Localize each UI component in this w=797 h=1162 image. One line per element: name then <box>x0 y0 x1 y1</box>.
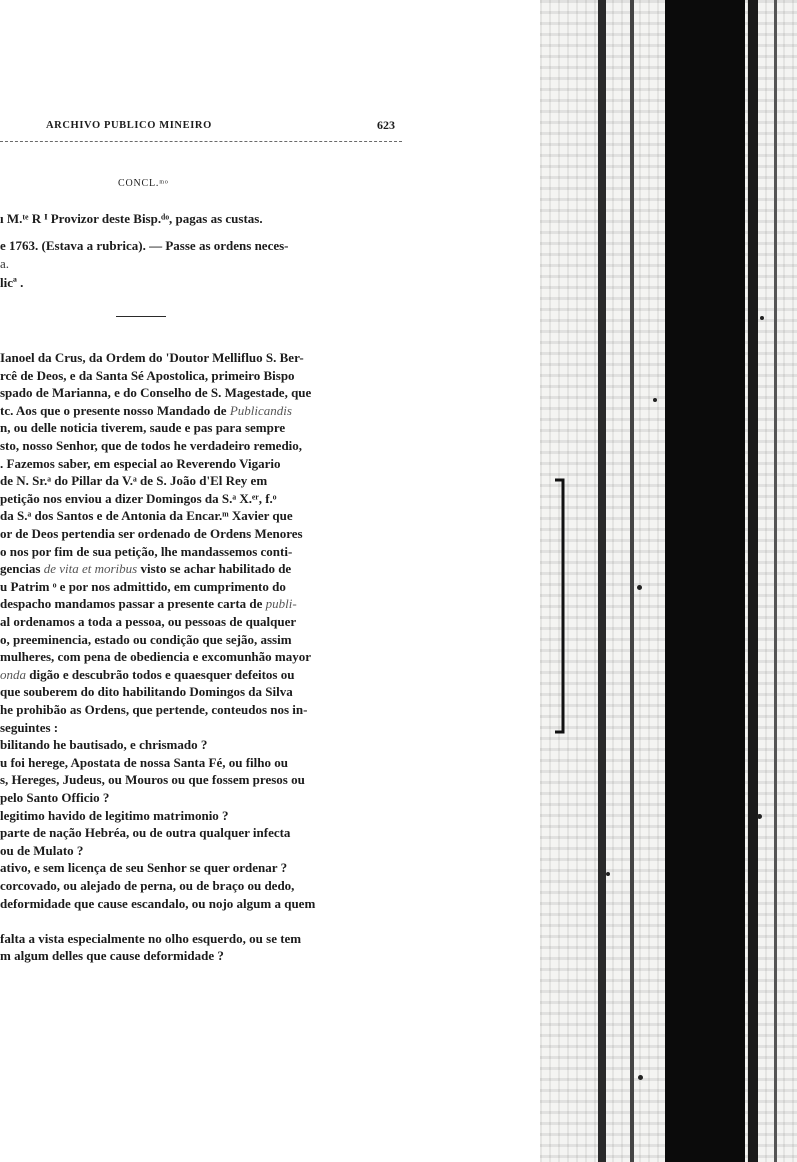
body-line <box>0 843 83 859</box>
text-fragment: ou de Mulato ? <box>0 843 84 858</box>
text-fragment: mulheres, com pena de obediencia e excomunhão mayor <box>0 649 312 664</box>
body-line <box>0 420 285 436</box>
text-fragment: seguintes : <box>0 720 59 735</box>
text-fragment: Ianoel da Crus, da Ordem do 'Doutor Mellifluo S. Ber- <box>0 350 304 365</box>
speck <box>760 316 764 320</box>
binding-bar <box>665 0 745 1162</box>
text-fragment: despacho mandamos passar a presente carta de <box>0 596 266 611</box>
body-line <box>0 878 294 894</box>
text-fragment: visto se achar habilitado de <box>137 561 292 576</box>
text-fragment: spado de Marianna, e do Conselho de S. Magestade, que <box>0 385 312 400</box>
binding-strip <box>774 0 777 1162</box>
text-fragment: legitimo havido de legitimo matrimonio ? <box>0 808 229 823</box>
body-line <box>0 561 291 577</box>
section-separator <box>116 316 166 317</box>
body-line <box>0 526 303 542</box>
text-fragment: petição nos enviou a dizer Domingos da S.ᵃ X.ᵉʳ, f.ᵒ <box>0 491 277 506</box>
running-head: ARCHIVO PUBLICO MINEIRO <box>46 120 212 131</box>
body-line <box>0 368 295 384</box>
body-line <box>0 702 307 718</box>
text-fragment: m algum delles que cause deformidade ? <box>0 948 224 963</box>
binding-strip <box>630 0 634 1162</box>
body-line <box>0 808 229 824</box>
speck <box>653 398 657 402</box>
italic-fragment: publi- <box>265 596 297 611</box>
body-line <box>0 896 315 912</box>
text-fragment: u Patrim ᵒ e por nos admittido, em cumprimento do <box>0 579 286 594</box>
text-fragment: rcê de Deos, e da Santa Sé Apostolica, primeiro Bispo <box>0 368 295 383</box>
body-line <box>0 473 267 489</box>
intro-line: licª . <box>0 275 24 290</box>
body-line <box>0 456 281 472</box>
section-label: CONCL.ᵐᵒ <box>118 178 169 189</box>
intro-line: ı M.ᵗᵉ R ᴵ Provizor deste Bisp.ᵈᵒ, pagas as custas. <box>0 211 263 226</box>
text-fragment: o nos por fim de sua petição, lhe mandassemos conti- <box>0 544 293 559</box>
body-line <box>0 403 292 419</box>
body-line <box>0 667 294 683</box>
body-line <box>0 579 286 595</box>
text-fragment: digão e descubrão todos e quaesquer defeitos ou <box>26 667 295 682</box>
body-line <box>0 772 305 788</box>
body-line <box>0 596 297 612</box>
body-line <box>0 649 311 665</box>
clamp-bracket <box>553 478 567 734</box>
body-line <box>0 790 109 806</box>
body-line <box>0 438 302 454</box>
body-line <box>0 755 288 771</box>
binding-strip <box>748 0 758 1162</box>
text-fragment: tc. Aos que o presente nosso Mandado de <box>0 403 230 418</box>
text-fragment: . Fazemos saber, em especial ao Reverendo Vigario <box>0 456 281 471</box>
text-fragment: pelo Santo Officio ? <box>0 790 110 805</box>
text-fragment: bilitando he bautisado, e chrismado ? <box>0 737 208 752</box>
text-fragment: parte de nação Hebréa, ou de outra qualquer infecta <box>0 825 291 840</box>
page-number: 623 <box>377 118 395 132</box>
text-fragment: de N. Sr.ᵃ do Pillar da V.ᵃ de S. João d'El Rey em <box>0 473 268 488</box>
body-line <box>0 931 301 947</box>
body-line <box>0 385 311 401</box>
binding-strip <box>598 0 606 1162</box>
text-fragment: ativo, e sem licença de seu Senhor se quer ordenar ? <box>0 860 288 875</box>
header-rule <box>0 141 402 142</box>
text-fragment: n, ou delle noticia tiverem, saude e pas para sempre <box>0 420 286 435</box>
text-fragment: u foi herege, Apostata de nossa Santa Fé, ou filho ou <box>0 755 288 770</box>
body-line <box>0 720 58 736</box>
italic-fragment: de vita et moribus <box>43 561 138 576</box>
body-line <box>0 860 287 876</box>
body-line <box>0 350 304 366</box>
speck <box>637 585 642 590</box>
text-fragment: al ordenamos a toda a pessoa, ou pessoas de qualquer <box>0 614 297 629</box>
text-fragment: corcovado, ou alejado de perna, ou de braço ou dedo, <box>0 878 295 893</box>
text-fragment: sto, nosso Senhor, que de todos he verdadeiro remedio, <box>0 438 303 453</box>
text-fragment: s, Hereges, Judeus, ou Mouros ou que fossem presos ou <box>0 772 305 787</box>
intro-line: e 1763. (Estava a rubrica). — Passe as ordens neces- <box>0 238 289 253</box>
text-fragment: deformidade que cause escandalo, ou nojo algum a quem <box>0 896 316 911</box>
text-fragment: o, preeminencia, estado ou condição que sejão, assim <box>0 632 292 647</box>
italic-fragment: Publicandis <box>229 403 292 418</box>
text-fragment: falta a vista especialmente no olho esquerdo, ou se tem <box>0 931 302 946</box>
speck <box>757 814 762 819</box>
intro-line: a. <box>0 256 10 271</box>
body-line <box>0 508 293 524</box>
text-fragment: que souberem do dito habilitando Domingos da Silva <box>0 684 293 699</box>
text-fragment: he prohibão as Ordens, que pertende, conteudos nos in- <box>0 702 308 717</box>
body-line <box>0 737 207 753</box>
speck <box>638 1075 643 1080</box>
text-fragment: da S.ᵃ dos Santos e de Antonia da Encar.ᵐ Xavier que <box>0 508 293 523</box>
body-line <box>0 614 296 630</box>
body-line <box>0 491 277 507</box>
body-line <box>0 684 293 700</box>
italic-fragment: onda <box>0 667 26 682</box>
body-line <box>0 948 224 964</box>
body-line <box>0 544 292 560</box>
body-line <box>0 632 292 648</box>
body-line <box>0 825 290 841</box>
text-fragment: or de Deos pertendia ser ordenado de Ordens Menores <box>0 526 303 541</box>
text-fragment: gencias <box>0 561 44 576</box>
speck <box>606 872 610 876</box>
